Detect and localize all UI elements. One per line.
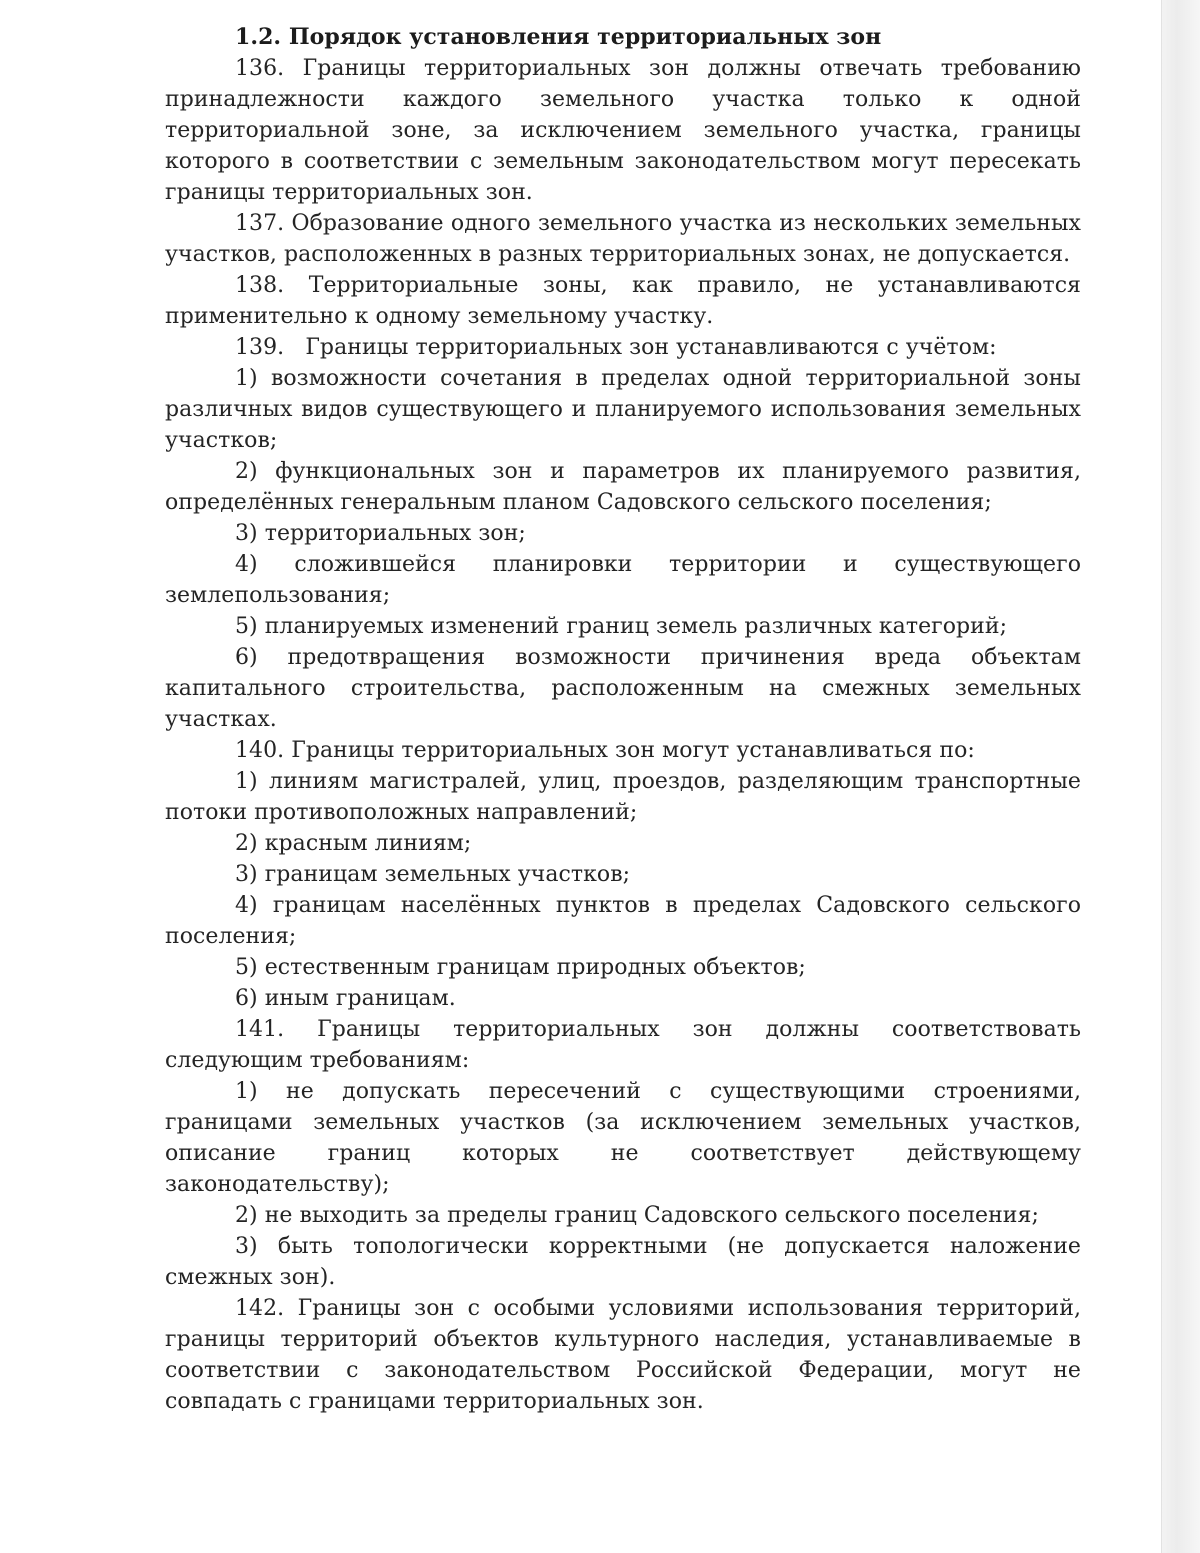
list-item-139-2: 2) функциональных зон и параметров их планируемого развития, определённых генеральным планом Садовского сельского поселения; xyxy=(165,459,1081,515)
list-item-139-1: 1) возможности сочетания в пределах одной территориальной зоны различных видов существующего и планируемого использования земельных участков; xyxy=(165,366,1081,453)
list-item-141-2: 2) не выходить за пределы границ Садовского сельского поселения; xyxy=(235,1203,1039,1228)
list-item-140-2: 2) красным линиям; xyxy=(235,831,472,856)
list-item-139-3: 3) территориальных зон; xyxy=(235,521,526,546)
paragraph-137: 137. Образование одного земельного участка из нескольких земельных участков, расположенных в разных территориальных зонах, не допускается. xyxy=(165,211,1081,267)
paragraph-140: 140. Границы территориальных зон могут устанавливаться по: xyxy=(235,738,975,763)
paragraph-141: 141. Границы территориальных зон должны соответствовать следующим требованиям: xyxy=(165,1017,1081,1073)
list-item-141-1: 1) не допускать пересечений с существующими строениями, границами земельных участков (за исключением земельных участков, описание границ которых не соответствует действующему законодательству); xyxy=(165,1079,1081,1197)
list-item-140-3: 3) границам земельных участков; xyxy=(235,862,631,887)
page-edge-shadow xyxy=(1161,0,1200,1553)
paragraph-138: 138. Территориальные зоны, как правило, не устанавливаются применительно к одному земельному участку. xyxy=(165,273,1081,329)
list-item-140-4: 4) границам населённых пунктов в пределах Садовского сельского поселения; xyxy=(165,893,1081,949)
section-heading: 1.2. Порядок установления территориальных зон xyxy=(235,24,882,50)
paragraph-139: 139. Границы территориальных зон устанавливаются с учётом: xyxy=(235,335,997,360)
document-body xyxy=(165,22,1081,1417)
list-item-139-4: 4) сложившейся планировки территории и существующего землепользования; xyxy=(165,552,1081,608)
list-item-139-6: 6) предотвращения возможности причинения вреда объектам капитального строительства, расположенным на смежных земельных участках. xyxy=(165,645,1081,732)
list-item-141-3: 3) быть топологически корректными (не допускается наложение смежных зон). xyxy=(165,1234,1081,1290)
list-item-140-1: 1) линиям магистралей, улиц, проездов, разделяющим транспортные потоки противоположных направлений; xyxy=(165,769,1081,825)
paragraph-142: 142. Границы зон с особыми условиями использования территорий, границы территорий объектов культурного наследия, устанавливаемые в соответствии с законодательством Российской Федерации, могут не совпадать с границами территориальных зон. xyxy=(165,1296,1081,1414)
list-item-139-5: 5) планируемых изменений границ земель различных категорий; xyxy=(235,614,1008,639)
list-item-140-6: 6) иным границам. xyxy=(235,986,456,1011)
paragraph-136: 136. Границы территориальных зон должны отвечать требованию принадлежности каждого земельного участка только к одной территориальной зоне, за исключением земельного участка, границы которого в соответствии с земельным законодательством могут пересекать границы территориальных зон. xyxy=(165,56,1081,205)
list-item-140-5: 5) естественным границам природных объектов; xyxy=(235,955,806,980)
